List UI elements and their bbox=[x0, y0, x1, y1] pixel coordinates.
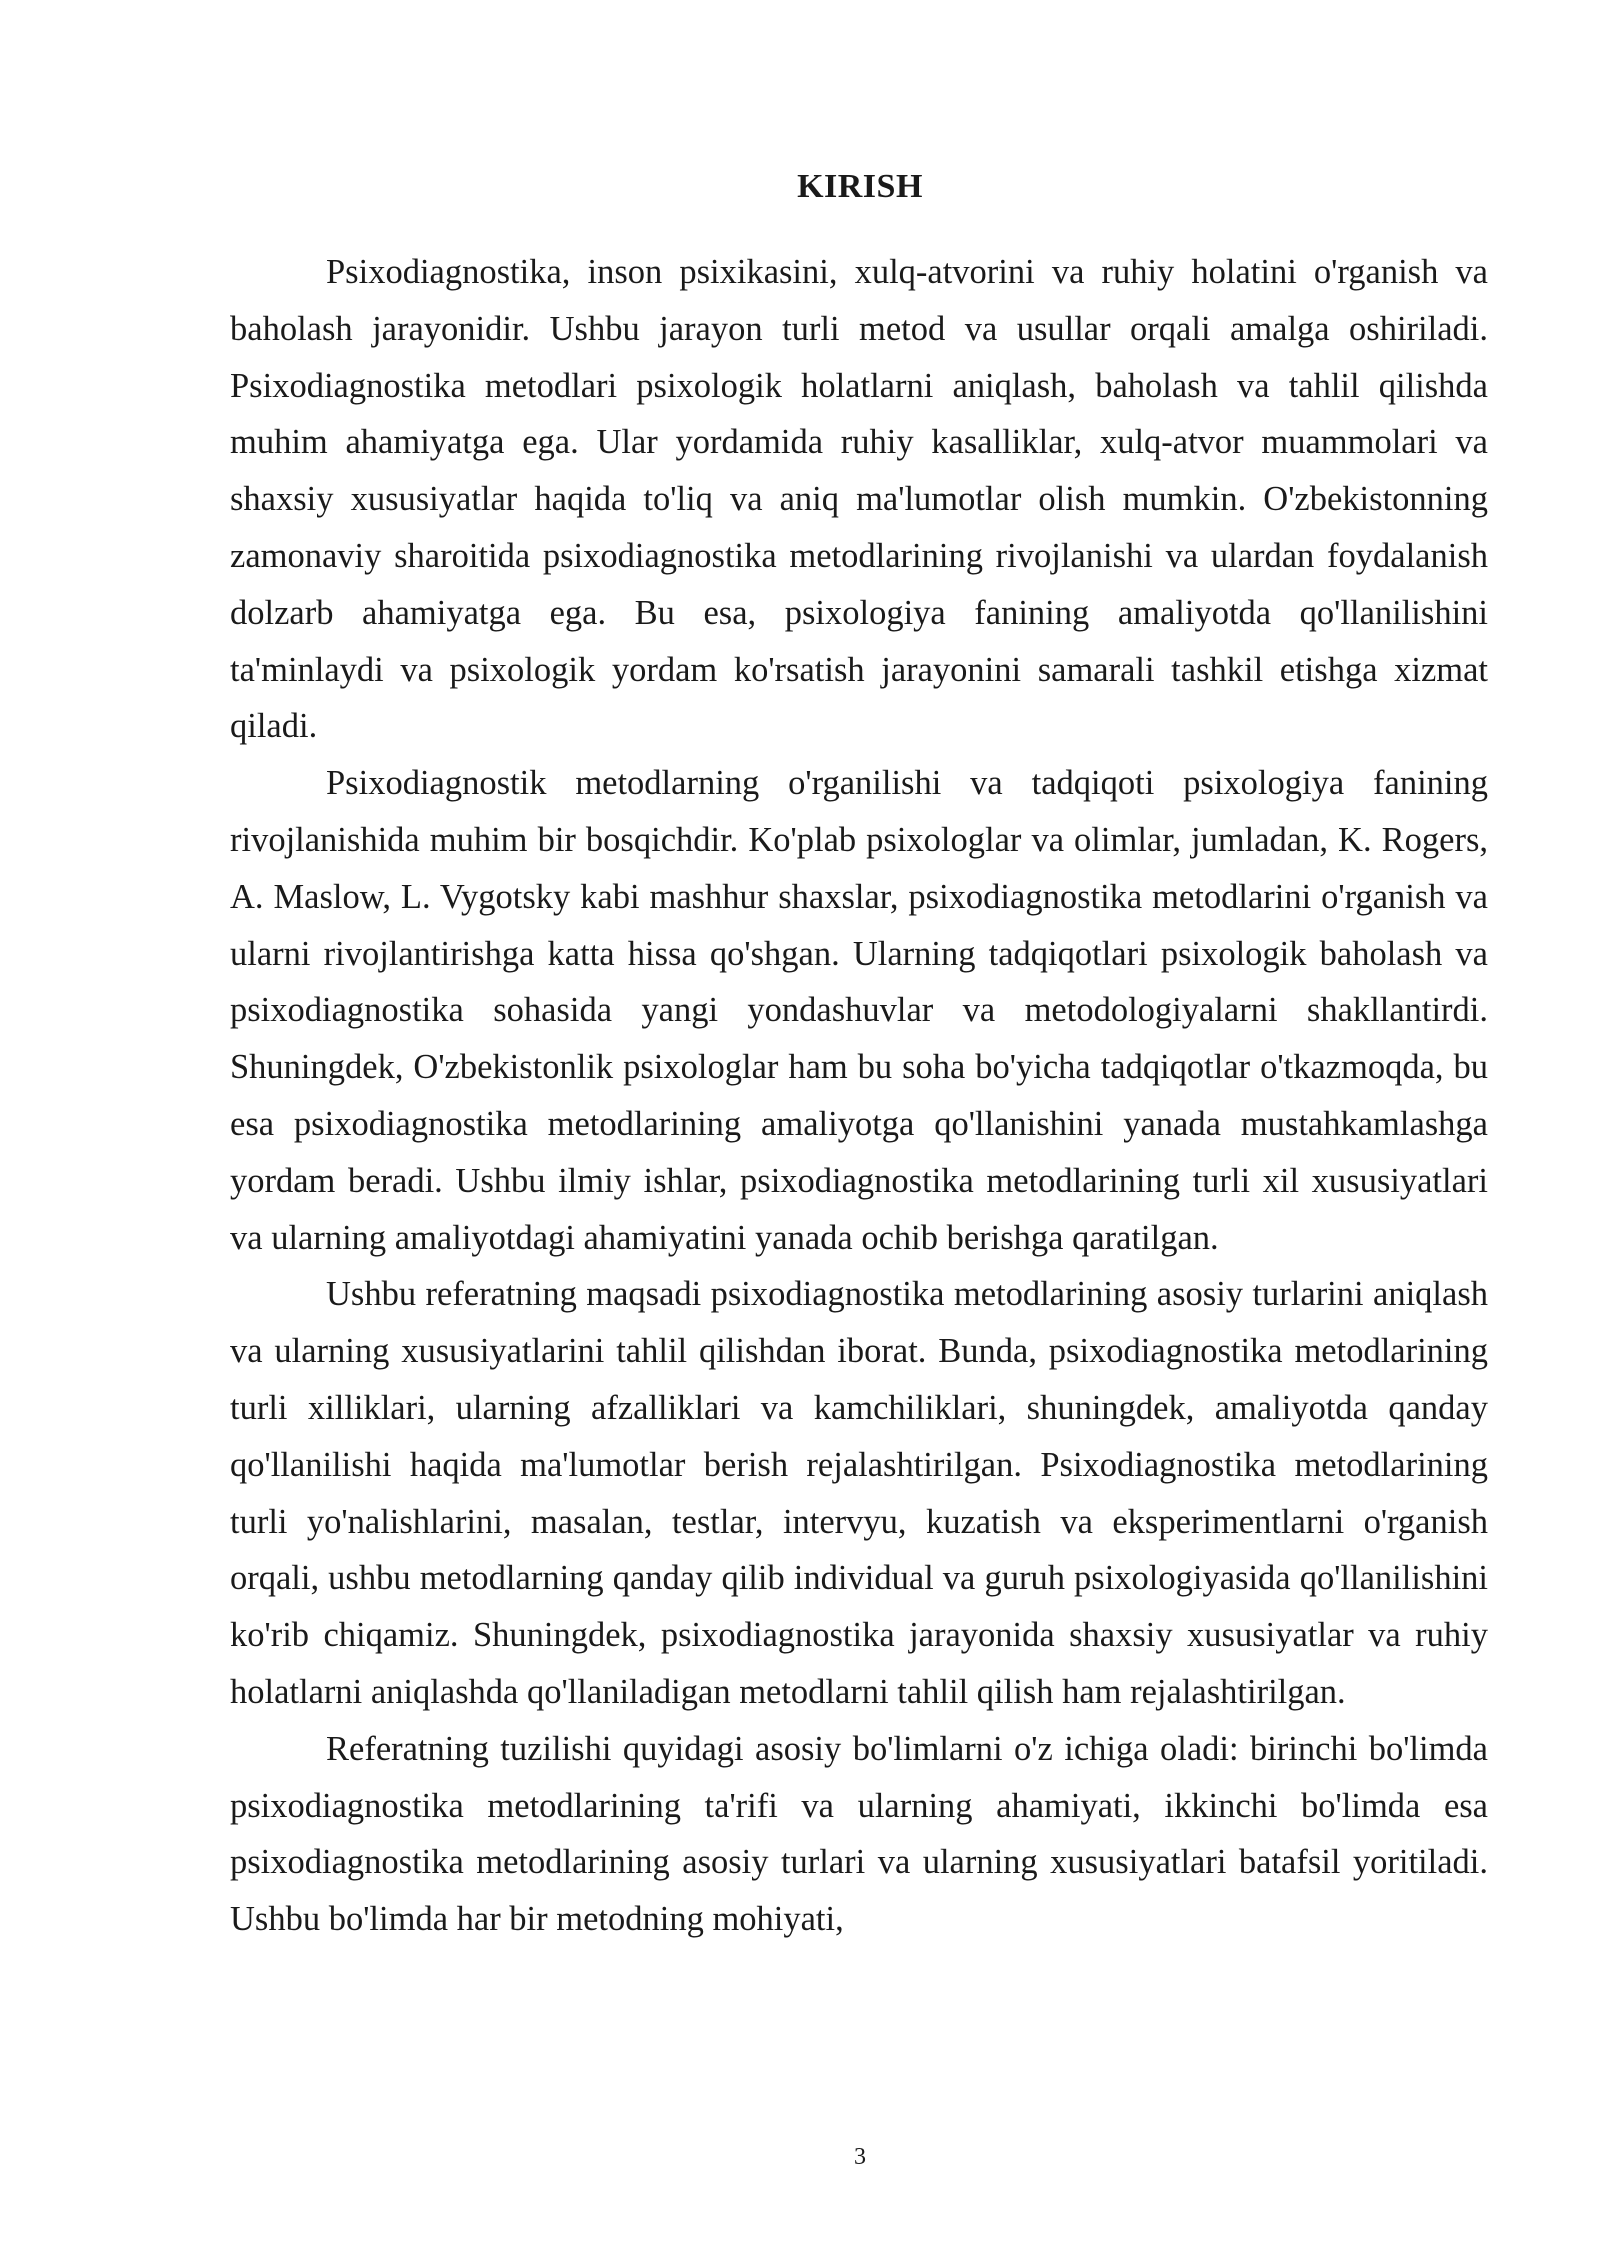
page-number: 3 bbox=[854, 2144, 866, 2170]
page-title: KIRISH bbox=[797, 168, 923, 205]
paragraph-2: Psixodiagnostik metodlarning o'rganilishi va tadqiqoti psixologiya fanining rivojlanishida muhim bir bosqichdir. Ko'plab psixologlar va olimlar, jumladan, K. Rogers, A. Maslow, L. Vygotsky kabi mashhur shaxslar, psixodiagnostika metodlarini o'rganish va ularni rivojlantirishga katta hissa qo'shgan. Ularning tadqiqotlari psixologik baholash va psixodiagnostika sohasida yangi yondashuvlar va metodologiyalarni shakllantirdi. Shuningdek, O'zbekistonlik psixologlar ham bu soha bo'yicha tadqiqotlar o'tkazmoqda, bu esa psixodiagnostika metodlarining amaliyotga qo'llanishini yanada mustahkamlashga yordam beradi. Ushbu ilmiy ishlar, psixodiagnostika metodlarining turli xil xususiyatlari va ularning amaliyotdagi ahamiyatini yanada ochib berishga qaratilgan. bbox=[230, 764, 1488, 1257]
body-text bbox=[230, 244, 1488, 1948]
paragraph-3: Ushbu referatning maqsadi psixodiagnostika metodlarining asosiy turlarini aniqlash va ularning xususiyatlarini tahlil qilishdan iborat. Bunda, psixodiagnostika metodlarining turli xilliklari, ularning afzalliklari va kamchiliklari, shuningdek, amaliyotda qanday qo'llanilishi haqida ma'lumotlar berish rejalashtirilgan. Psixodiagnostika metodlarining turli yo'nalishlarini, masalan, testlar, intervyu, kuzatish va eksperimentlarni o'rganish orqali, ushbu metodlarning qanday qilib individual va guruh psixologiyasida qo'llanilishini ko'rib chiqamiz. Shuningdek, psixodiagnostika jarayonida shaxsiy xususiyatlar va ruhiy holatlarni aniqlashda qo'llaniladigan metodlarni tahlil qilish ham rejalashtirilgan. bbox=[230, 1275, 1488, 1711]
paragraph-4: Referatning tuzilishi quyidagi asosiy bo'limlarni o'z ichiga oladi: birinchi bo'limda psixodiagnostika metodlarining ta'rifi va ularning ahamiyati, ikkinchi bo'limda esa psixodiagnostika metodlarining asosiy turlari va ularning xususiyatlari batafsil yoritiladi. Ushbu bo'limda har bir metodning mohiyati, bbox=[230, 1729, 1488, 1939]
paragraph-1: Psixodiagnostika, inson psixikasini, xulq-atvorini va ruhiy holatini o'rganish va baholash jarayonidir. Ushbu jarayon turli metod va usullar orqali amalga oshiriladi. Psixodiagnostika metodlari psixologik holatlarni aniqlash, baholash va tahlil qilishda muhim ahamiyatga ega. Ular yordamida ruhiy kasalliklar, xulq-atvor muammolari va shaxsiy xususiyatlar haqida to'liq va aniq ma'lumotlar olish mumkin. O'zbekistonning zamonaviy sharoitida psixodiagnostika metodlarining rivojlanishi va ulardan foydalanish dolzarb ahamiyatga ega. Bu esa, psixologiya fanining amaliyotda qo'llanilishini ta'minlaydi va psixologik yordam ko'rsatish jarayonini samarali tashkil etishga xizmat qiladi. bbox=[230, 253, 1488, 746]
